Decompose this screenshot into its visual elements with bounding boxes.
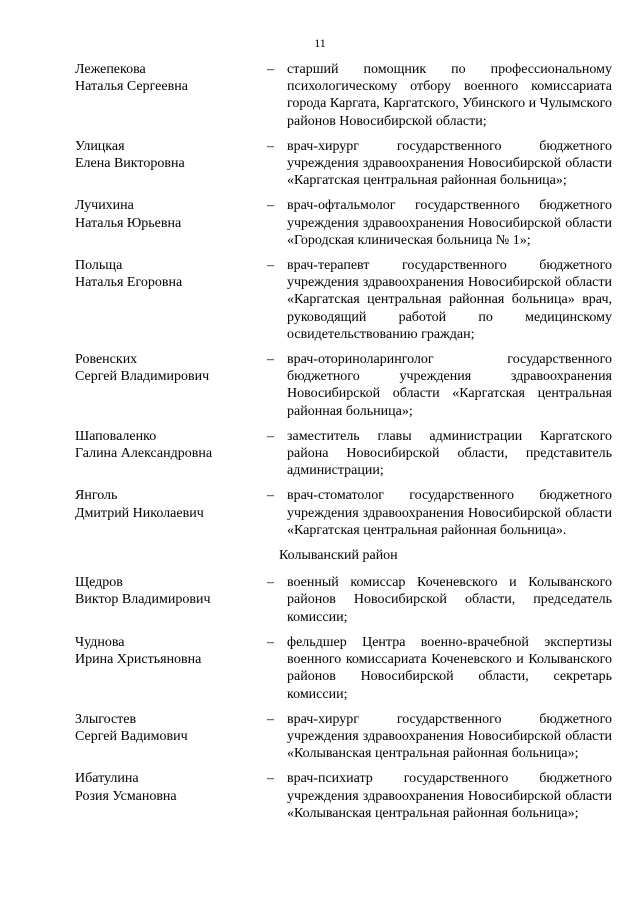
- member-given-names: Сергей Вадимович: [75, 728, 188, 744]
- member-role: врач-хирург государственного бюджетного учреждения здравоохранения Новосибирской области «Каргатская центральная районная больница»;: [287, 138, 612, 189]
- member-entry: [75, 574, 612, 626]
- member-entry: [75, 61, 612, 130]
- member-role: врач-хирург государственного бюджетного учреждения здравоохранения Новосибирской области «Колыванская центральная районная больница»;: [287, 711, 612, 762]
- member-name: [75, 711, 267, 763]
- member-name: [75, 351, 267, 420]
- member-entry: [75, 487, 612, 539]
- member-entry: [75, 351, 612, 420]
- member-surname: Чуднова: [75, 634, 125, 650]
- member-given-names: Наталья Юрьевна: [75, 215, 182, 231]
- member-given-names: Галина Александровна: [75, 446, 213, 462]
- dash-separator: –: [267, 488, 274, 504]
- member-surname: Лучихина: [75, 198, 134, 214]
- member-role: врач-офтальмолог государственного бюджетного учреждения здравоохранения Новосибирской области «Городская клиническая больница № 1»;: [287, 198, 612, 248]
- member-given-names: Розия Усмановна: [75, 788, 177, 804]
- member-name: [75, 487, 267, 539]
- member-given-names: Елена Викторовна: [75, 156, 185, 172]
- member-entry: [75, 711, 612, 763]
- member-role: военный комиссар Коченевского и Колыванского районов Новосибирской области, председатель комиссии;: [287, 575, 612, 625]
- member-given-names: Наталья Сергеевна: [75, 79, 188, 95]
- member-surname: Щедров: [75, 575, 123, 591]
- member-surname: Польща: [75, 258, 123, 274]
- member-name: [75, 197, 267, 249]
- member-entry: [75, 428, 612, 480]
- member-name: [75, 634, 267, 703]
- member-name: [75, 257, 267, 343]
- dash-separator: –: [267, 711, 274, 727]
- member-role: старший помощник по профессиональному психологическому отбору военного комиссариата города Каргата, Каргатского, Убинского и Чулымского районов Новосибирской области;: [287, 62, 613, 129]
- dash-separator: –: [267, 138, 274, 154]
- dash-separator: –: [267, 62, 274, 77]
- member-name: [75, 61, 267, 130]
- member-surname: Ибатулина: [75, 771, 139, 787]
- dash-separator: –: [267, 575, 274, 591]
- member-entry: [75, 138, 612, 190]
- dash-separator: –: [267, 258, 274, 274]
- member-name: [75, 574, 267, 626]
- page-number: 11: [314, 36, 326, 50]
- member-given-names: Виктор Владимирович: [75, 592, 211, 608]
- member-surname: Злыгостев: [75, 711, 137, 727]
- member-given-names: Дмитрий Николаевич: [75, 505, 204, 521]
- member-surname: Лежепекова: [75, 62, 146, 77]
- member-given-names: Наталья Егоровна: [75, 275, 183, 291]
- member-name: [75, 138, 267, 190]
- member-role: врач-оториноларинголог государственного бюджетного учреждения здравоохранения Новосибирской области «Каргатская центральная районная больница»;: [287, 352, 612, 419]
- dash-separator: –: [267, 198, 274, 214]
- member-name: [75, 428, 267, 480]
- dash-separator: –: [267, 352, 274, 368]
- member-given-names: Сергей Владимирович: [75, 369, 210, 385]
- dash-separator: –: [267, 634, 274, 650]
- member-role: врач-стоматолог государственного бюджетного учреждения здравоохранения Новосибирской области «Каргатская центральная районная больница».: [287, 488, 612, 538]
- member-entry: [75, 634, 612, 703]
- member-role: заместитель главы администрации Каргатского района Новосибирской области, представитель администрации;: [287, 428, 612, 479]
- dash-separator: –: [267, 771, 274, 787]
- member-role: врач-терапевт государственного бюджетного учреждения здравоохранения Новосибирской области «Каргатская центральная районная больница» врач, руководящий работой по медицинскому освидетельствованию граждан;: [287, 258, 612, 342]
- member-given-names: Ирина Христьяновна: [75, 652, 202, 668]
- member-entry: [75, 257, 612, 343]
- member-surname: Улицкая: [75, 138, 125, 154]
- member-entry: [75, 770, 612, 822]
- member-name: [75, 770, 267, 822]
- member-surname: Шаповаленко: [75, 428, 157, 444]
- member-entry: [75, 197, 612, 249]
- dash-separator: –: [267, 428, 274, 444]
- member-role: фельдшер Центра военно-врачебной экспертизы военного комиссариата Коченевского и Колыванского районов Новосибирской области, секретарь комиссии;: [287, 634, 612, 702]
- section-title: Колыванский район: [279, 548, 398, 564]
- member-role: врач-психиатр государственного бюджетного учреждения здравоохранения Новосибирской области «Колыванская центральная районная больница»;: [287, 771, 612, 821]
- member-surname: Янголь: [75, 488, 118, 504]
- commission-list: [75, 61, 612, 830]
- member-surname: Ровенских: [75, 352, 138, 368]
